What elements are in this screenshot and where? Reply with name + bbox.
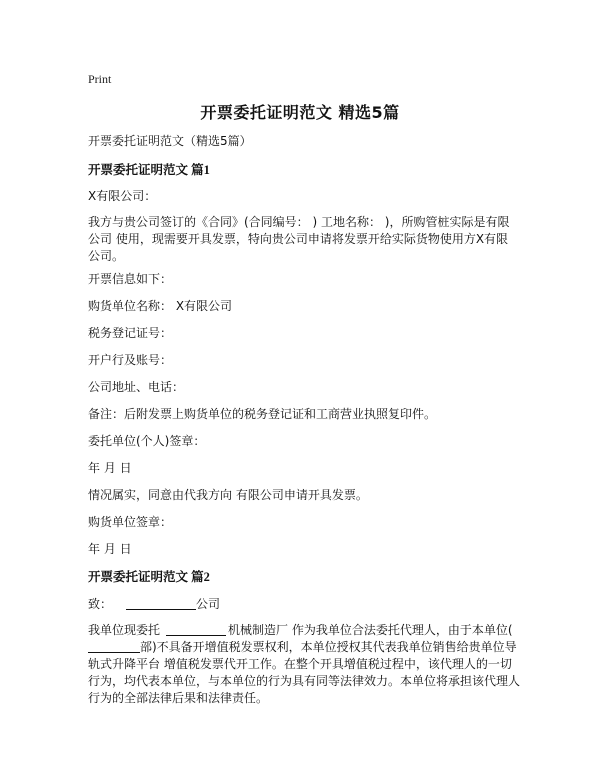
agent-blank-line — [166, 622, 226, 636]
section1-note: 备注：后附发票上购货单位的税务登记证和工商营业执照复印件。 — [88, 407, 437, 421]
section2-body — [88, 622, 520, 707]
section1-body: 我方与贵公司签订的《合同》(合同编号： ) 工地名称： )，所购管桩实际是有限公司 使用，现需要开具发票，特向贵公司申请将发票开给实际货物使用方X有限公司。 — [88, 215, 510, 263]
section2-to-prefix: 致： — [88, 597, 113, 611]
section1-date-1: 年 月 日 — [88, 461, 132, 475]
section1-buyer-name: 购货单位名称： X有限公司 — [88, 299, 233, 313]
section1-bank-account: 开户行及账号： — [88, 353, 173, 367]
section1-confirm: 情况属实，同意由代我方向 有限公司申请开具发票。 — [88, 488, 368, 502]
print-label[interactable]: Print — [88, 72, 112, 86]
recipient-blank-line — [126, 596, 196, 610]
section2-body-part1: 我单位现委托 — [88, 623, 161, 637]
section1-heading: 开票委托证明范文 篇1 — [88, 163, 210, 177]
section2-body-part2: 机械制造厂 作为我单位合法委托代理人，由于本单位( — [228, 623, 513, 637]
section1-address-phone: 公司地址、电话： — [88, 380, 185, 394]
section2-heading: 开票委托证明范文 篇2 — [88, 570, 210, 584]
section2-to-line — [88, 596, 518, 613]
section2-to-suffix: 公司 — [196, 597, 221, 611]
document-subtitle: 开票委托证明范文（精选5篇） — [88, 134, 252, 148]
section1-buyer-sign: 购货单位签章： — [88, 515, 173, 529]
section1-tax-id: 税务登记证号： — [88, 326, 173, 340]
section1-info-label: 开票信息如下： — [88, 272, 173, 286]
department-blank-line — [88, 639, 140, 653]
document-title: 开票委托证明范文 精选5篇 — [200, 103, 400, 122]
section1-entrust-sign: 委托单位(个人)签章： — [88, 434, 206, 448]
section1-recipient: X有限公司： — [88, 189, 157, 203]
section2-body-part3: 部)不具备开增值税发票权利，本单位授权其代表我单位销售给贵单位导轨式升降平台 增值税发票代开工作。在整个开具增值税过程中，该代理人的一切行为，均代表本单位，与本单位的行为具有同等法律效力。本单位将承担该代理人行为的全部法律后果和法律责任。 — [88, 640, 521, 705]
section1-date-2: 年 月 日 — [88, 542, 132, 556]
